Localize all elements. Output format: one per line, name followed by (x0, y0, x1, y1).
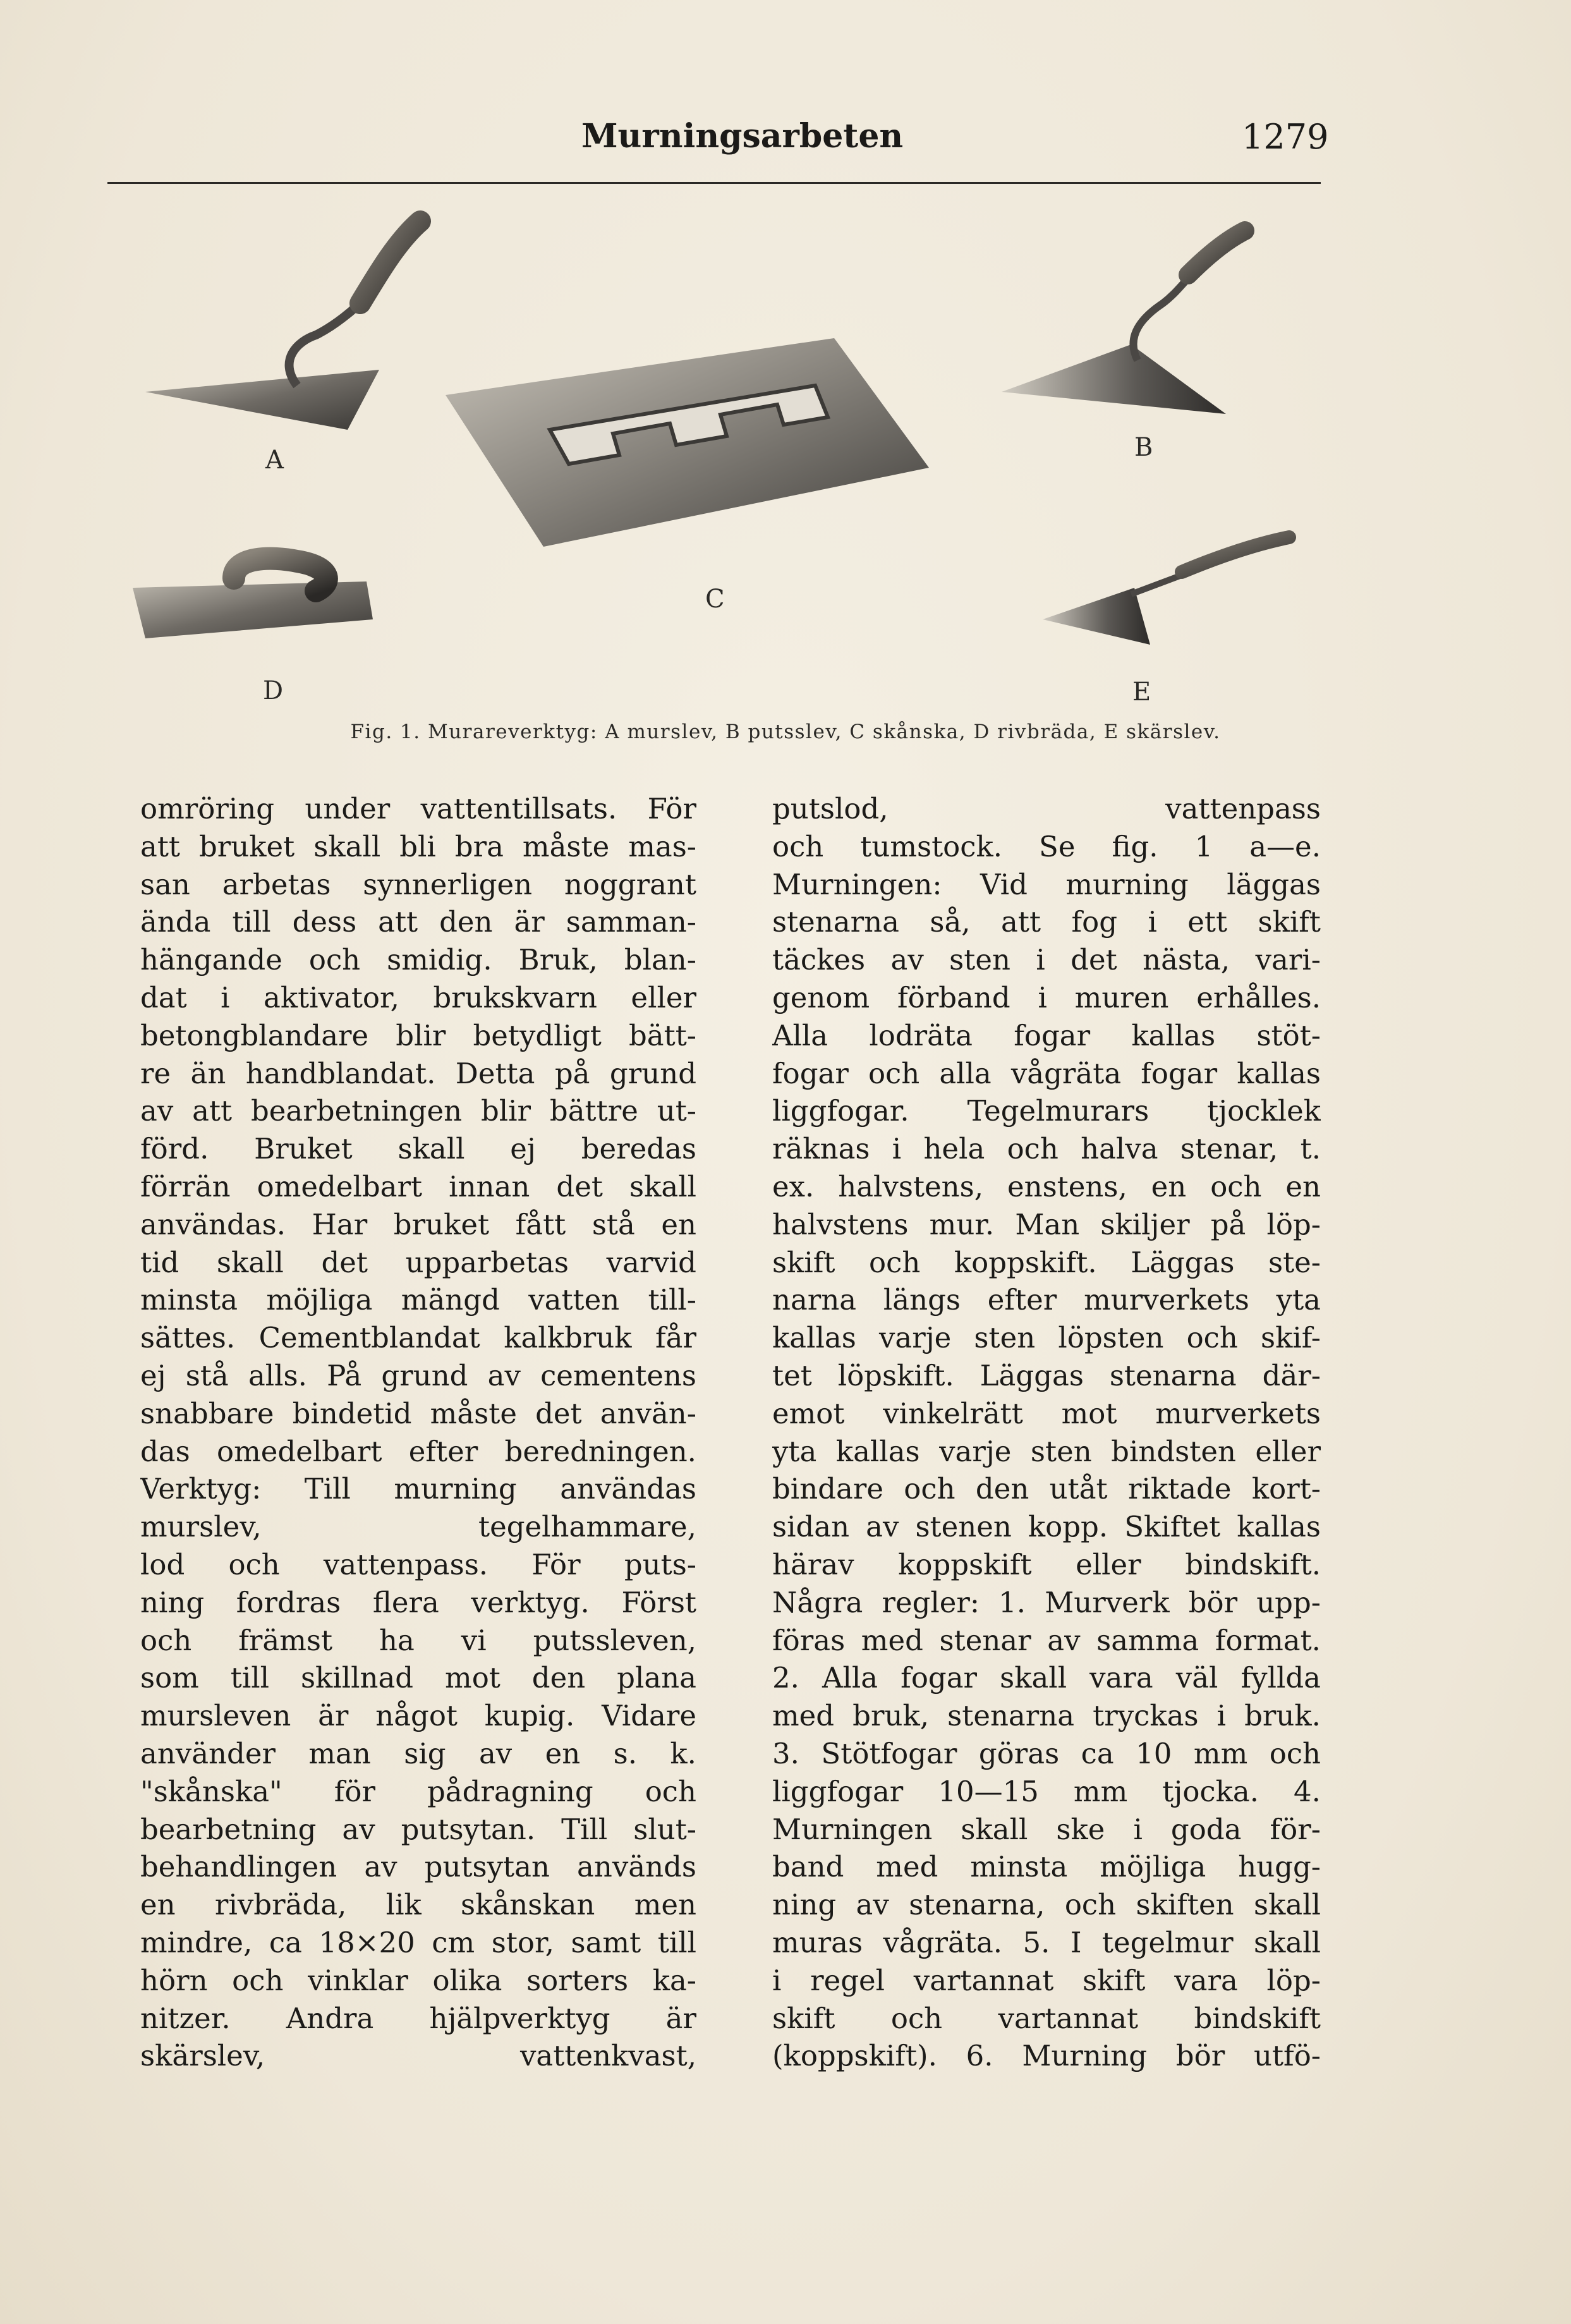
text-line: använder man sig av en s. k. (140, 1736, 696, 1770)
text-line: förrän omedelbart innan det skall (140, 1169, 696, 1203)
text-line: ända till dess att den är samman- (140, 905, 696, 939)
text-line: dat i aktivator, brukskvarn eller (140, 980, 696, 1014)
text-line: (koppskift). 6. Murning bör utfö- (772, 2039, 1321, 2073)
text-line: bearbetning av putsytan. Till slut- (140, 1812, 696, 1846)
right-text-column (772, 790, 1321, 2075)
trowel-b-icon (1002, 231, 1245, 414)
text-line: omröring under vattentillsats. För (140, 792, 696, 825)
text-line: betongblandare blir betydligt bätt- (140, 1018, 696, 1052)
text-line: bindare och den utåt riktade kort- (772, 1472, 1321, 1506)
text-line: putslod, vattenpass (772, 792, 1321, 825)
text-line: emot vinkelrätt mot murverkets (772, 1396, 1321, 1430)
text-line: liggfogar. Tegelmurars tjocklek (772, 1094, 1321, 1128)
text-line: mursleven är något kupig. Vidare (140, 1699, 696, 1733)
text-line: mindre, ca 18×20 cm stor, samt till (140, 1925, 696, 1959)
text-line: och främst ha vi putssleven, (140, 1623, 696, 1657)
text-line: ej stå alls. På grund av cementens (140, 1358, 696, 1392)
text-line: re än handblandat. Detta på grund (140, 1056, 696, 1090)
text-line: som till skillnad mot den plana (140, 1661, 696, 1695)
figure-caption: Fig. 1. Murareverktyg: A murslev, B putsslev, C skånska, D rivbräda, E skärslev. (350, 721, 1221, 743)
text-line: täckes av sten i det nästa, vari- (772, 943, 1321, 977)
text-line: nitzer. Andra hjälpverktyg är (140, 2001, 696, 2035)
page-number: 1279 (1242, 117, 1329, 157)
text-line: behandlingen av putsytan används (140, 1850, 696, 1884)
text-line: 3. Stötfogar göras ca 10 mm och (772, 1736, 1321, 1770)
text-line: murslev, tegelhammare, (140, 1510, 696, 1544)
text-line: Murningen: Vid murning läggas (772, 867, 1321, 901)
header-rule (107, 182, 1321, 184)
text-line: Verktyg: Till murning användas (140, 1472, 696, 1506)
text-line: ning fordras flera verktyg. Först (140, 1585, 696, 1619)
text-line: av att bearbetningen blir bättre ut- (140, 1094, 696, 1128)
text-line: halvstens mur. Man skiljer på löp- (772, 1207, 1321, 1241)
text-line: kallas varje sten löpsten och skif- (772, 1321, 1321, 1355)
text-line: san arbetas synnerligen noggrant (140, 867, 696, 901)
float-c-icon (446, 338, 929, 547)
left-text-column (140, 790, 696, 2075)
text-line: yta kallas varje sten bindsten eller (772, 1434, 1321, 1468)
text-line: en rivbräda, lik skånskan men (140, 1888, 696, 1922)
text-line: stenarna så, att fog i ett skift (772, 905, 1321, 939)
text-line: Murningen skall ske i goda för- (772, 1812, 1321, 1846)
text-line: band med minsta möjliga hugg- (772, 1850, 1321, 1884)
text-line: genom förband i muren erhålles. (772, 980, 1321, 1014)
text-line: narna längs efter murverkets yta (772, 1283, 1321, 1317)
text-line: muras vågräta. 5. I tegelmur skall (772, 1925, 1321, 1959)
text-line: tid skall det upparbetas varvid (140, 1245, 696, 1279)
figure-label-e: E (1132, 678, 1151, 707)
text-line: härav koppskift eller bindskift. (772, 1547, 1321, 1581)
running-header-title: Murningsarbeten (581, 117, 904, 155)
text-line: snabbare bindetid måste det använ- (140, 1396, 696, 1430)
text-line: 2. Alla fogar skall vara väl fyllda (772, 1661, 1321, 1695)
text-line: "skånska" för pådragning och (140, 1774, 696, 1808)
text-line: sättes. Cementblandat kalkbruk får (140, 1321, 696, 1355)
trowel-a-icon (145, 221, 420, 430)
tools-figure (107, 202, 1321, 721)
text-line: das omedelbart efter beredningen. (140, 1434, 696, 1468)
figure-label-d: D (263, 676, 284, 705)
text-line: Alla lodräta fogar kallas stöt- (772, 1018, 1321, 1052)
text-line: med bruk, stenarna tryckas i bruk. (772, 1699, 1321, 1733)
text-line: liggfogar 10—15 mm tjocka. 4. (772, 1774, 1321, 1808)
text-line: och tumstock. Se fig. 1 a—e. (772, 829, 1321, 863)
text-line: hängande och smidig. Bruk, blan- (140, 943, 696, 977)
text-line: fogar och alla vågräta fogar kallas (772, 1056, 1321, 1090)
text-line: skift och vartannat bindskift (772, 2001, 1321, 2035)
text-line: att bruket skall bli bra måste mas- (140, 829, 696, 863)
text-line: hörn och vinklar olika sorters ka- (140, 1963, 696, 1997)
text-line: minsta möjliga mängd vatten till- (140, 1283, 696, 1317)
text-line: tet löpskift. Läggas stenarna där- (772, 1358, 1321, 1392)
text-line: i regel vartannat skift vara löp- (772, 1963, 1321, 1997)
text-line: lod och vattenpass. För puts- (140, 1547, 696, 1581)
figure-label-a: A (265, 446, 284, 475)
text-line: ex. halvstens, enstens, en och en (772, 1169, 1321, 1203)
text-line: ning av stenarna, och skiften skall (772, 1888, 1321, 1922)
figure-label-c: C (705, 585, 725, 614)
text-line: skärslev, vattenkvast, (140, 2039, 696, 2073)
float-d-icon (133, 559, 373, 638)
text-line: skift och koppskift. Läggas ste- (772, 1245, 1321, 1279)
text-line: Några regler: 1. Murverk bör upp- (772, 1585, 1321, 1619)
text-line: förd. Bruket skall ej beredas (140, 1132, 696, 1166)
text-line: användas. Har bruket fått stå en (140, 1207, 696, 1241)
trowel-e-icon (1043, 537, 1289, 645)
text-line: sidan av stenen kopp. Skiftet kallas (772, 1510, 1321, 1544)
text-line: räknas i hela och halva stenar, t. (772, 1132, 1321, 1166)
figure-label-b: B (1134, 433, 1153, 462)
text-line: föras med stenar av samma format. (772, 1623, 1321, 1657)
